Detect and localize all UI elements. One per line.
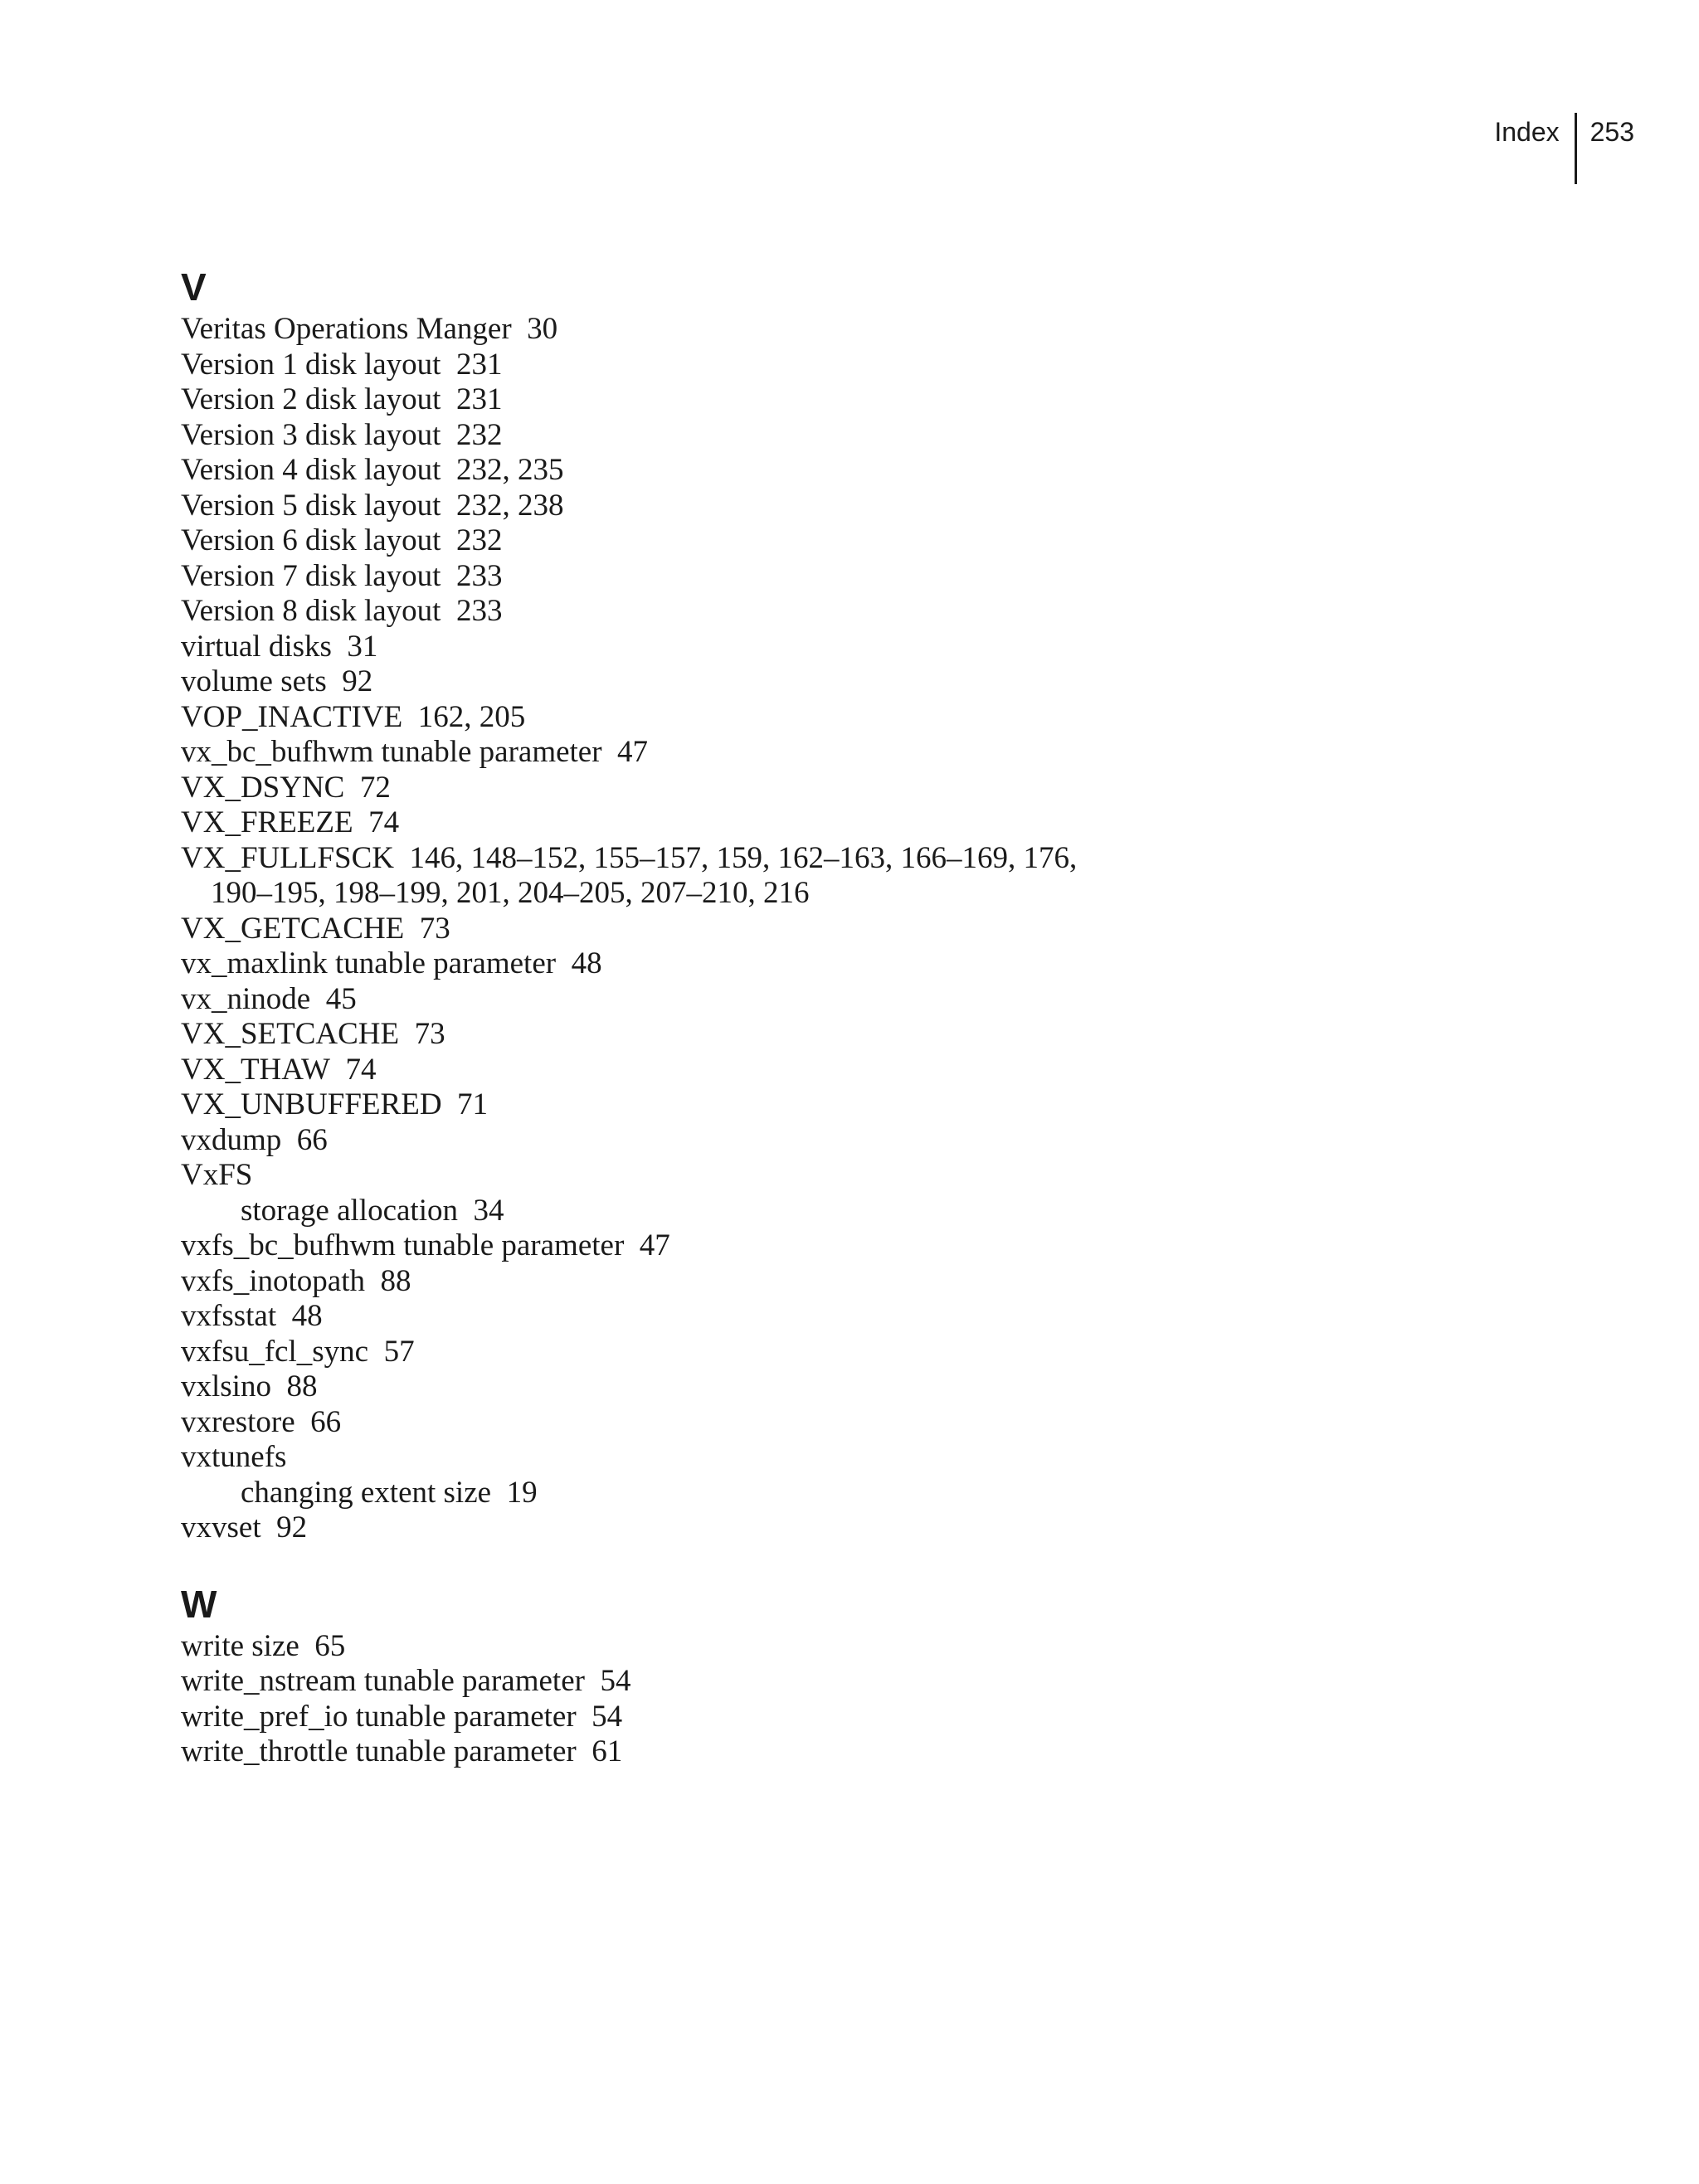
page-references: 232 xyxy=(455,417,503,452)
index-subentry xyxy=(181,1476,1093,1511)
index-term: write_pref_io tunable parameter xyxy=(181,1699,577,1734)
index-entry xyxy=(181,1700,1093,1735)
running-head xyxy=(1494,113,1634,184)
index-entry xyxy=(181,771,1093,806)
index-term: Version 1 disk layout xyxy=(181,347,441,382)
index-term: vxtunefs xyxy=(181,1440,287,1474)
index-term: VX_DSYNC xyxy=(181,770,345,805)
page-references: 65 xyxy=(314,1628,346,1663)
index-entry xyxy=(181,1734,1093,1770)
index-term: vxrestore xyxy=(181,1404,295,1439)
index-term: VX_SETCACHE xyxy=(181,1017,400,1051)
index-entry xyxy=(181,382,1093,418)
index-entry xyxy=(181,982,1093,1018)
page-references: 73 xyxy=(419,911,450,946)
index-term: virtual disks xyxy=(181,629,332,664)
index-entry xyxy=(181,1664,1093,1700)
page-references: 162, 205 xyxy=(417,699,526,734)
page-references: 74 xyxy=(368,805,400,839)
page-references: 232 xyxy=(455,523,503,557)
index-term: VOP_INACTIVE xyxy=(181,699,403,734)
page-references: 45 xyxy=(325,981,357,1016)
index-entry xyxy=(181,805,1093,841)
index-entry xyxy=(181,1264,1093,1300)
index-term: vxlsino xyxy=(181,1369,271,1403)
index-entry xyxy=(181,1510,1093,1546)
index-group-v xyxy=(181,264,1093,1546)
index-term: Version 2 disk layout xyxy=(181,382,441,416)
index-entry xyxy=(181,312,1093,348)
page-references: 57 xyxy=(383,1334,415,1369)
index-term: vxdump xyxy=(181,1122,282,1157)
index-entry xyxy=(181,841,1093,912)
index-term: write_nstream tunable parameter xyxy=(181,1664,585,1698)
index-entry xyxy=(181,630,1093,665)
page-references: 231 xyxy=(455,382,503,416)
page-references: 61 xyxy=(591,1734,623,1768)
page-references: 54 xyxy=(591,1699,623,1734)
index-entry xyxy=(181,559,1093,595)
index-entry xyxy=(181,523,1093,559)
index-entry xyxy=(181,489,1093,524)
page-references: 233 xyxy=(455,594,503,628)
index-term: Version 6 disk layout xyxy=(181,523,441,557)
page-references: 47 xyxy=(617,735,649,769)
index-entry xyxy=(181,1629,1093,1665)
index-term: vx_maxlink tunable parameter xyxy=(181,946,557,980)
page-references: 88 xyxy=(380,1263,411,1298)
page-references: 72 xyxy=(359,770,391,805)
index-entry xyxy=(181,1299,1093,1335)
index-term: changing extent size xyxy=(241,1475,492,1510)
index-term: VX_FREEZE xyxy=(181,805,353,839)
letter-heading: W xyxy=(181,1582,217,1626)
page-references: 19 xyxy=(506,1475,538,1510)
index-entry xyxy=(181,453,1093,489)
index-entry xyxy=(181,700,1093,736)
index-term: Version 5 disk layout xyxy=(181,488,441,523)
index-entry xyxy=(181,594,1093,630)
index-list xyxy=(181,264,1093,1770)
index-term: vxvset xyxy=(181,1510,261,1544)
index-entry xyxy=(181,1017,1093,1053)
index-term: Veritas Operations Manger xyxy=(181,312,512,346)
index-term: VX_UNBUFFERED xyxy=(181,1087,442,1121)
index-term: VX_THAW xyxy=(181,1052,330,1087)
index-term: write size xyxy=(181,1628,299,1663)
page-references: 34 xyxy=(473,1193,504,1228)
page-references: 74 xyxy=(345,1052,377,1087)
index-entry xyxy=(181,735,1093,771)
page-references: 233 xyxy=(455,558,503,593)
page-references: 92 xyxy=(276,1510,308,1544)
page-references: 48 xyxy=(291,1299,323,1333)
index-entry xyxy=(181,912,1093,947)
index-term: storage allocation xyxy=(241,1193,458,1228)
index-entry xyxy=(181,1335,1093,1370)
index-entry xyxy=(181,1158,1093,1194)
index-term: Version 4 disk layout xyxy=(181,453,441,487)
page-references: 48 xyxy=(571,946,602,980)
page-references: 73 xyxy=(414,1017,445,1051)
page-references: 231 xyxy=(455,347,503,382)
index-entry xyxy=(181,1440,1093,1476)
index-entry xyxy=(181,1053,1093,1088)
index-entry xyxy=(181,418,1093,454)
index-term: write_throttle tunable parameter xyxy=(181,1734,577,1768)
section-title: Index xyxy=(1494,117,1560,147)
page-number: 253 xyxy=(1589,117,1634,147)
index-term: vxfsstat xyxy=(181,1299,277,1333)
letter-heading: V xyxy=(181,265,207,309)
index-entry xyxy=(181,946,1093,982)
page-references: 66 xyxy=(296,1122,328,1157)
page-references: 54 xyxy=(600,1664,631,1698)
page-references: 146, 148–152, 155–157, 159, 162–163, 166–169, 176, 190–195, 198–199, 201, 204–205, 207–210, 216 xyxy=(211,840,1078,910)
index-term: vxfs_inotopath xyxy=(181,1263,365,1298)
page-references: 30 xyxy=(527,312,558,346)
index-term: VX_FULLFSCK xyxy=(181,840,394,875)
index-entry xyxy=(181,1123,1093,1159)
index-term: volume sets xyxy=(181,664,327,698)
index-entry xyxy=(181,348,1093,383)
page-references: 71 xyxy=(457,1087,489,1121)
index-term: vx_bc_bufhwm tunable parameter xyxy=(181,735,602,769)
index-term: vx_ninode xyxy=(181,981,311,1016)
page-references: 88 xyxy=(286,1369,318,1403)
index-entry xyxy=(181,1228,1093,1264)
index-term: Version 7 disk layout xyxy=(181,558,441,593)
index-subentry xyxy=(181,1194,1093,1229)
index-entry xyxy=(181,664,1093,700)
index-term: vxfs_bc_bufhwm tunable parameter xyxy=(181,1228,625,1262)
index-term: VX_GETCACHE xyxy=(181,911,405,946)
index-term: vxfsu_fcl_sync xyxy=(181,1334,369,1369)
index-group-w xyxy=(181,1581,1093,1770)
page-references: 66 xyxy=(310,1404,342,1439)
index-entry xyxy=(181,1087,1093,1123)
index-term: Version 8 disk layout xyxy=(181,594,441,628)
page-references: 92 xyxy=(342,664,373,698)
index-term: VxFS xyxy=(181,1158,253,1192)
page-references: 47 xyxy=(639,1228,670,1262)
page-references: 232, 238 xyxy=(455,488,564,523)
index-entry xyxy=(181,1405,1093,1441)
page-references: 232, 235 xyxy=(455,453,564,487)
index-term: Version 3 disk layout xyxy=(181,417,441,452)
index-entry xyxy=(181,1369,1093,1405)
page-references: 31 xyxy=(347,629,378,664)
